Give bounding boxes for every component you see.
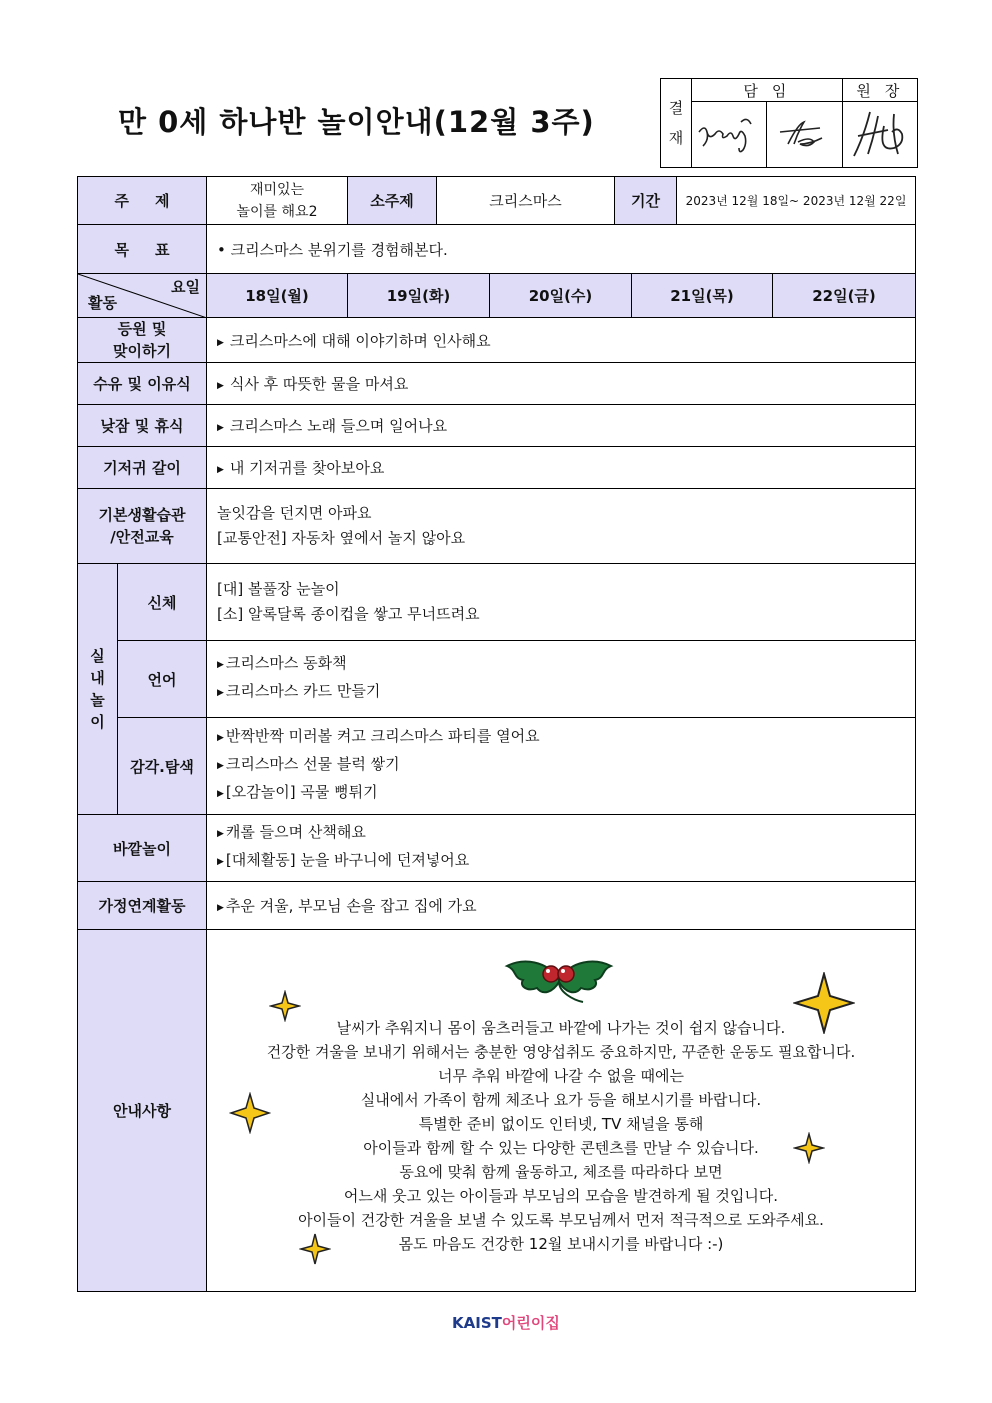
signature-director-icon bbox=[844, 106, 916, 160]
notice-line: 날씨가 추워지니 몸이 움츠러들고 바깥에 나가는 것이 쉽지 않습니다. bbox=[336, 1019, 786, 1037]
notice-line: 아이들과 함께 할 수 있는 다양한 콘텐츠를 만날 수 있습니다. bbox=[363, 1139, 759, 1157]
outdoor-label: 바깥놀이 bbox=[78, 815, 207, 882]
sensory-label: 감각.탐색 bbox=[118, 718, 207, 815]
language-label: 언어 bbox=[118, 641, 207, 718]
day-tue: 19일(화) bbox=[348, 274, 490, 318]
home-text: 추운 겨울, 부모님 손을 잡고 집에 가요 bbox=[225, 897, 477, 915]
diaper-value bbox=[207, 447, 916, 489]
notice-line: 몸도 마음도 건강한 12월 보내시기를 바랍니다 :-) bbox=[398, 1235, 724, 1253]
outdoor-text-1: 캐롤 들으며 산책해요 bbox=[225, 823, 366, 841]
triangle-bullet-icon: ▶ bbox=[217, 857, 224, 867]
language-line-2 bbox=[217, 679, 905, 707]
language-text-1: 크리스마스 동화책 bbox=[225, 654, 347, 672]
signature-young-icon bbox=[693, 108, 765, 158]
body-value bbox=[207, 564, 916, 641]
goal-label: 목 표 bbox=[78, 225, 207, 274]
feeding-value bbox=[207, 363, 916, 405]
body-line-2: [소] 알록달록 종이컵을 쌓고 무너뜨려요 bbox=[217, 605, 480, 623]
sensory-text-1: 반짝반짝 미러볼 켜고 크리스마스 파티를 열어요 bbox=[225, 727, 540, 745]
subtopic-value: 크리스마스 bbox=[437, 177, 615, 225]
signature-1 bbox=[692, 102, 767, 168]
topic-value: 재미있는 놀이를 해요2 bbox=[207, 177, 348, 225]
notice-text bbox=[207, 1016, 915, 1256]
triangle-bullet-icon: ▶ bbox=[217, 829, 224, 839]
approval-gyul: 결 bbox=[668, 99, 684, 117]
triangle-bullet-icon: ▶ bbox=[217, 903, 224, 913]
outdoor-text-2: [대체활동] 눈을 바구니에 던져넣어요 bbox=[225, 851, 470, 869]
daycare-logo-text: 어린이집 bbox=[501, 1314, 560, 1332]
notice-line: 너무 추워 바깥에 나갈 수 없을 때에는 bbox=[438, 1067, 684, 1085]
triangle-bullet-icon: ▶ bbox=[217, 761, 224, 771]
language-line-1 bbox=[217, 651, 905, 679]
notice-value bbox=[207, 930, 916, 1292]
language-value bbox=[207, 641, 916, 718]
habit-label-2: /안전교육 bbox=[110, 528, 174, 546]
approval-box bbox=[660, 78, 918, 168]
signature-scribble-icon bbox=[768, 108, 840, 158]
day-fri: 22일(금) bbox=[773, 274, 916, 318]
day-thu: 21일(목) bbox=[632, 274, 773, 318]
period-label: 기간 bbox=[615, 177, 677, 225]
sensory-line-1 bbox=[217, 724, 905, 752]
diaper-label: 기저귀 갈이 bbox=[78, 447, 207, 489]
triangle-bullet-icon: ▶ bbox=[217, 688, 224, 698]
notice-line: 실내에서 가족이 함께 체조나 요가 등을 해보시기를 바랍니다. bbox=[360, 1091, 762, 1109]
triangle-bullet-icon: ▶ bbox=[217, 423, 224, 433]
arrival-text: 크리스마스에 대해 이야기하며 인사해요 bbox=[229, 331, 491, 350]
triangle-bullet-icon: ▶ bbox=[217, 337, 224, 348]
approval-homeroom-header: 담임 bbox=[692, 79, 843, 102]
outdoor-line-1 bbox=[217, 820, 905, 848]
signature-3 bbox=[842, 102, 917, 168]
language-text-2: 크리스마스 카드 만들기 bbox=[225, 682, 381, 700]
kaist-logo-text: KAIST bbox=[452, 1314, 502, 1332]
activity-label: 활동 bbox=[88, 294, 117, 312]
outdoor-value bbox=[207, 815, 916, 882]
habit-value bbox=[207, 489, 916, 564]
body-line-1: [대] 볼풀장 눈놀이 bbox=[217, 580, 340, 598]
day-activity-corner bbox=[78, 274, 207, 318]
signature-2 bbox=[767, 102, 842, 168]
subtopic-label: 소주제 bbox=[348, 177, 437, 225]
habit-line-2: [교통안전] 자동차 옆에서 놀지 않아요 bbox=[217, 529, 466, 547]
body-label: 신체 bbox=[118, 564, 207, 641]
approval-jae: 재 bbox=[668, 129, 684, 147]
holly-icon bbox=[503, 952, 615, 1006]
topic-label: 주 제 bbox=[78, 177, 207, 225]
approval-side-label bbox=[661, 79, 692, 168]
period-value: 2023년 12월 18일~ 2023년 12월 22일 bbox=[677, 177, 916, 225]
diaper-text: 내 기저귀를 찾아보아요 bbox=[229, 459, 385, 477]
page-title: 만 0세 하나반 놀이안내(12월 3주) bbox=[118, 105, 595, 139]
triangle-bullet-icon: ▶ bbox=[217, 733, 224, 743]
sensory-line-2 bbox=[217, 752, 905, 780]
nap-label: 낮잠 및 휴식 bbox=[78, 405, 207, 447]
home-label: 가정연계활동 bbox=[78, 882, 207, 930]
footer-logo bbox=[452, 1312, 560, 1333]
habit-label bbox=[78, 489, 207, 564]
activity-table bbox=[77, 176, 916, 274]
sensory-value bbox=[207, 718, 916, 815]
day-wed: 20일(수) bbox=[490, 274, 632, 318]
sensory-line-3 bbox=[217, 780, 905, 808]
arrival-label-1: 등원 및 bbox=[117, 320, 167, 338]
triangle-bullet-icon: ▶ bbox=[217, 465, 224, 475]
sensory-text-2: 크리스마스 선물 블럭 쌓기 bbox=[225, 755, 400, 773]
notice-line: 동요에 맞춰 함께 율동하고, 체조를 따라하다 보면 bbox=[399, 1163, 723, 1181]
triangle-bullet-icon: ▶ bbox=[217, 789, 224, 799]
home-value bbox=[207, 882, 916, 930]
habit-line-1: 놀잇감을 던지면 아파요 bbox=[217, 504, 372, 522]
feeding-text: 식사 후 따뜻한 물을 마셔요 bbox=[229, 375, 409, 393]
yoil-label: 요일 bbox=[171, 278, 200, 296]
notice-line: 어느새 웃고 있는 아이들과 부모님의 모습을 발견하게 될 것입니다. bbox=[343, 1187, 779, 1205]
schedule-table bbox=[77, 273, 916, 1292]
arrival-label-2: 맞이하기 bbox=[113, 342, 171, 360]
notice-label: 안내사항 bbox=[78, 930, 207, 1292]
arrival-label bbox=[78, 318, 207, 363]
sensory-text-3: [오감놀이] 곡물 뻥튀기 bbox=[225, 783, 378, 801]
day-mon: 18일(월) bbox=[207, 274, 348, 318]
notice-line: 아이들이 건강한 겨울을 보낼 수 있도록 부모님께서 먼저 적극적으로 도와주세요. bbox=[298, 1211, 824, 1229]
notice-line: 건강한 겨울을 보내기 위해서는 충분한 영양섭취도 중요하지만, 꾸준한 운동도 필요합니다. bbox=[266, 1043, 856, 1061]
feeding-label: 수유 및 이유식 bbox=[78, 363, 207, 405]
arrival-value bbox=[207, 318, 916, 363]
triangle-bullet-icon: ▶ bbox=[217, 660, 224, 670]
goal-value: • 크리스마스 분위기를 경험해본다. bbox=[207, 225, 916, 274]
notice-line: 특별한 준비 없이도 인터넷, TV 채널을 통해 bbox=[418, 1115, 704, 1133]
triangle-bullet-icon: ▶ bbox=[217, 381, 224, 391]
nap-value bbox=[207, 405, 916, 447]
habit-label-1: 기본생활습관 bbox=[98, 506, 186, 524]
outdoor-line-2 bbox=[217, 848, 905, 876]
approval-director-header: 원장 bbox=[842, 79, 917, 102]
indoor-label: 실 내 놀 이 bbox=[78, 564, 118, 815]
nap-text: 크리스마스 노래 들으며 일어나요 bbox=[229, 417, 448, 435]
